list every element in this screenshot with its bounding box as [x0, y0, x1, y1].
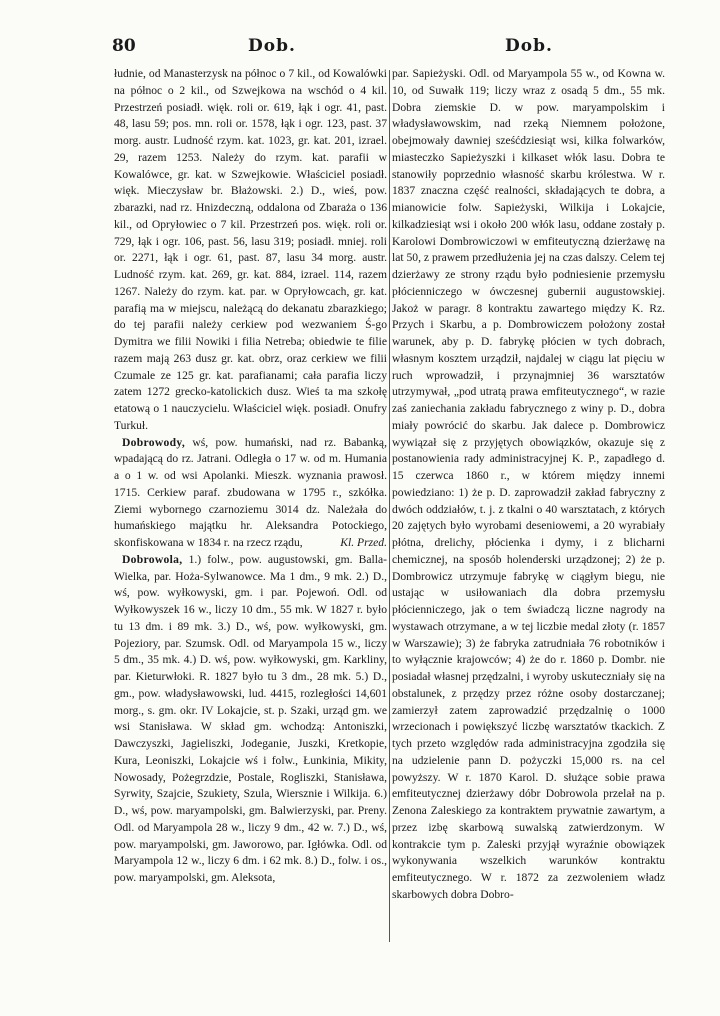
entry-headword: Dobrowody,	[122, 435, 186, 449]
entry-continuation-paragraph: łudnie, od Manasterzysk na północ o 7 kil., od Kowalówki na północ o 2 kil., od Szwejkowa na wschód o 4 kil. Przestrzeń posiadł. więk. roli or. 619, łąk i ogr. 41, past. 48, lasu 59; pos. mn. roli or. 1578, łąk i ogr. 123, past. 37 morg. austr. Ludność rzym. kat. 1023, gr. kat. 201, izrael. 29, razem 1253. Należy do rzym. kat. parafii w Kowalówce, gr. kat. w Szwejkowie. Właściciel posiadł. więk. Mieczysław br. Błażowski. 2.) D., wieś, pow. zbarazki, nad rz. Hnizdeczną, oddalona od Zbaraża o 136 kil., od Opryłowiec o 7 kil. Przestrzeń pos. więk. roli or. 729, łąk i ogr. 106, past. 56, lasu 319; posiadł. mniej. roli or. 2271, łąk i ogr. 61, past. 87, lasu 34 morg. austr. Ludność rzym. kat. 269, gr. kat. 884, izrael. 114, razem 1267. Należy do rzym. kat. par. w Opryłowcach, gr. kat. parafią ma w miejscu, należącą do dekanatu zbarazkiego; do tej parafii należy cerkiew pod wezwaniem Ś-go Dymitra we filii Nowiki i filia Netreba; obiedwie te filie razem mają 263 dusz gr. kat. obrz, oraz cerkiew we filii Czumale ze 125 gr. kat. parafianami; cała parafia liczy zatem 1272 grecko-katolickich dusz. Wieś ta ma szkołę etatową o 1 nauczycielu. Właściciel więk. posiadł. Onufry Turkuł.	[114, 67, 387, 432]
entry-text: wś, pow. humański, nad rz. Babanką, wpadającą do rz. Jatrani. Odległa o 17 w. od m. Humania a o 1 w. od wsi Apolanki. Mieszk. wyznania prawosł. 1715. Cerkiew paraf. zbudowana w 1795 r., szkółka. Ziemi wybornego czarnoziemu 3014 dz. Należała do humańskiego majątku hr. Aleksandra Potockiego, skonfiskowana w 1834 r. na rzecz rządu,	[114, 435, 387, 549]
column-divider	[389, 70, 390, 942]
page-header	[0, 36, 720, 60]
page-number: 80	[112, 36, 136, 56]
entry-text: 1.) folw., pow. augustowski, gm. Balla-Wielka, par. Hoża-Sylwanowce. Ma 1 dm., 9 mk. 2.) D., wś, pow. wyłkowyski, gm. i par. Pojewoń. Odl. od Wyłkowyszek 16 w., liczy 10 dm., 55 mk. W 1827 r. było tu 13 dm. i 89 mk. 3.) D., wś, pow. wyłkowyski, gm. Pojeziory, par. Szumsk. Odl. od Maryampola 15 w., liczy 5 dm., 35 mk. 4.) D. wś, pow. wyłkowyski, gm. Karkliny, par. Kieturwłoki. R. 1827 było tu 3 dm., 28 mk. 5.) D., gm., pow. władysławowski, lud. 4415, rozległości 14,601 morg., s. gm. okr. IV Lokajcie, st. p. Szaki, urząd gm. we wsi Stanisława. W skład gm. wchodzą: Antoniszki, Dawczyszki, Jagieliszki, Jodeganie, Juszki, Kretkopie, Kura, Leoniszki, Lokajcie wś i folw., Łunkinia, Mikity, Nowosady, Pożegrzdzie, Postale, Rogliszki, Stanisława, Syrwity, Szajcie, Szukiety, Szula, Wiersznie i Wilkija. 6.) D., wś, pow. maryampolski, gm. Balwierzyski, par. Preny. Odl. od Maryampola 28 w., liczy 9 dm., 42 w. 7.) D., wś, pow. maryampolski, gm. Jaworowo, par. Igłówka. Odl. od Maryampola 12 w., liczy 6 dm. i 62 mk. 8.) D., folw. i os., pow. maryampolski, gm. Aleksota,	[114, 552, 387, 884]
right-column	[392, 66, 665, 946]
entry-continuation-paragraph: par. Sapieżyski. Odl. od Maryampola 55 w., od Kowna w. 10, od Suwałk 119; liczy wraz z osadą 5 dm., 55 mk. Dobra ziemskie D. w pow. maryampolskim i władysławowskim, nad rzeką Niemnem położone, obejmowały dawniej sześćdziesiąt wsi, kilka folwarków, miasteczko Sapieżyszki i kilkaset włók lasu. Dobra te stanowiły poprzednio własność skarbu królestwa. W r. 1837 znaczna część realności, składających te dobra, a mianowicie folw. Sapieżyski, Wilkija i Lokajcie, kilkadziesiąt wsi i około 200 włók lasu, oddane zostały p. Karolowi Dombrowiczowi w emfiteutyczną dzierżawę na lat 50, z prawem przedłużenia jej na czas dalszy. Celem tej dzierżawy ze strony rządu było podniesienie przemysłu płócienniczego w ówczesnej gubernii augustowskiej. Jakoż w paragr. 8 kontraktu zawartego między K. Rz. Przych i Skarbu, a p. Dombrowiczem położony został warunek, aby p. D. fabrykę płócien w tych dobrach, własnym kosztem urządził, najdalej w ciągu lat pięciu w ruch wprowadził, i przynajmniej 36 warsztatów utrzymywał, „pod utratą prawa emfiteutycznego“, w razie zaś zaniechania zakładu fabrycznego z winy p. D., dobra miały powrócić do skarbu. Jak dalece p. Dombrowicz wywiązał się z przyjętych obowiązków, okazuje się z postanowienia rady administracyjnej K. P., zapadłego d. 15 czerwca 1860 r., w którem między innemi powiedziano: 1) że p. D. zaprowadził zakład fabryczny z dwóch oddziałów, t. j. z tkalni o 40 warsztatach, z których 20 zajętych było wyrobami deseniowemi, a 20 wyrabiały płótna, drelichy, płócienka i dymy, i z blicharni chemicznej, na sposób holenderski urządzonej; 2) że p. Dombrowicz utrzymuje fabrykę w ciągłym biegu, nie ustając w usiłowaniach dla dobra przemysłu płócienniczego, jak o tem świadczą liczne nagrody na wystawach otrzymane, a w tej liczbie medal złoty (r. 1857 w Warszawie); 3) że fabryka zatrudniała 76 robotników i to wyłącznie krajowców; 4) że do r. 1860 p. Dombr. nie posiadał własnej przędzalni, i wyroby uskuteczniały się na obstalunek, z przędzy przez różne osoby dostarczanej; zamierzył zatem zaprowadzić przędzalnię o 1000 wrzecionach i powiększyć liczbę warsztatów tkackich. Z tych przeto względów rada administracyjna zgodziła się na udzielenie pann D. pożyczki 15,000 rs. na cel powyższy. W r. 1870 Karol. D. służące sobie prawa emfiteutycznej dzierżawy dóbr Dobrowola przelał na p. Zenona Zaleskiego za kontraktem prywatnie zawartym, a przez izbę skarbową suwalską zatwierdzonym. W kontrakcie tym p. Zaleski przyjął wyraźnie obowiązek wykonywania wszelkich warunków kontraktu emfiteutycznego. W r. 1872 za zezwoleniem władz skarbowych dobra Dobro-	[392, 67, 665, 901]
running-headword-right: Dob.	[505, 36, 553, 56]
running-headword-left: Dob.	[248, 36, 296, 56]
entry-dobrowody	[114, 435, 387, 552]
left-column	[114, 66, 387, 946]
author-signature: Kl. Przed.	[340, 536, 387, 549]
entry-dobrowola	[114, 552, 387, 887]
entry-headword: Dobrowola,	[122, 552, 183, 566]
